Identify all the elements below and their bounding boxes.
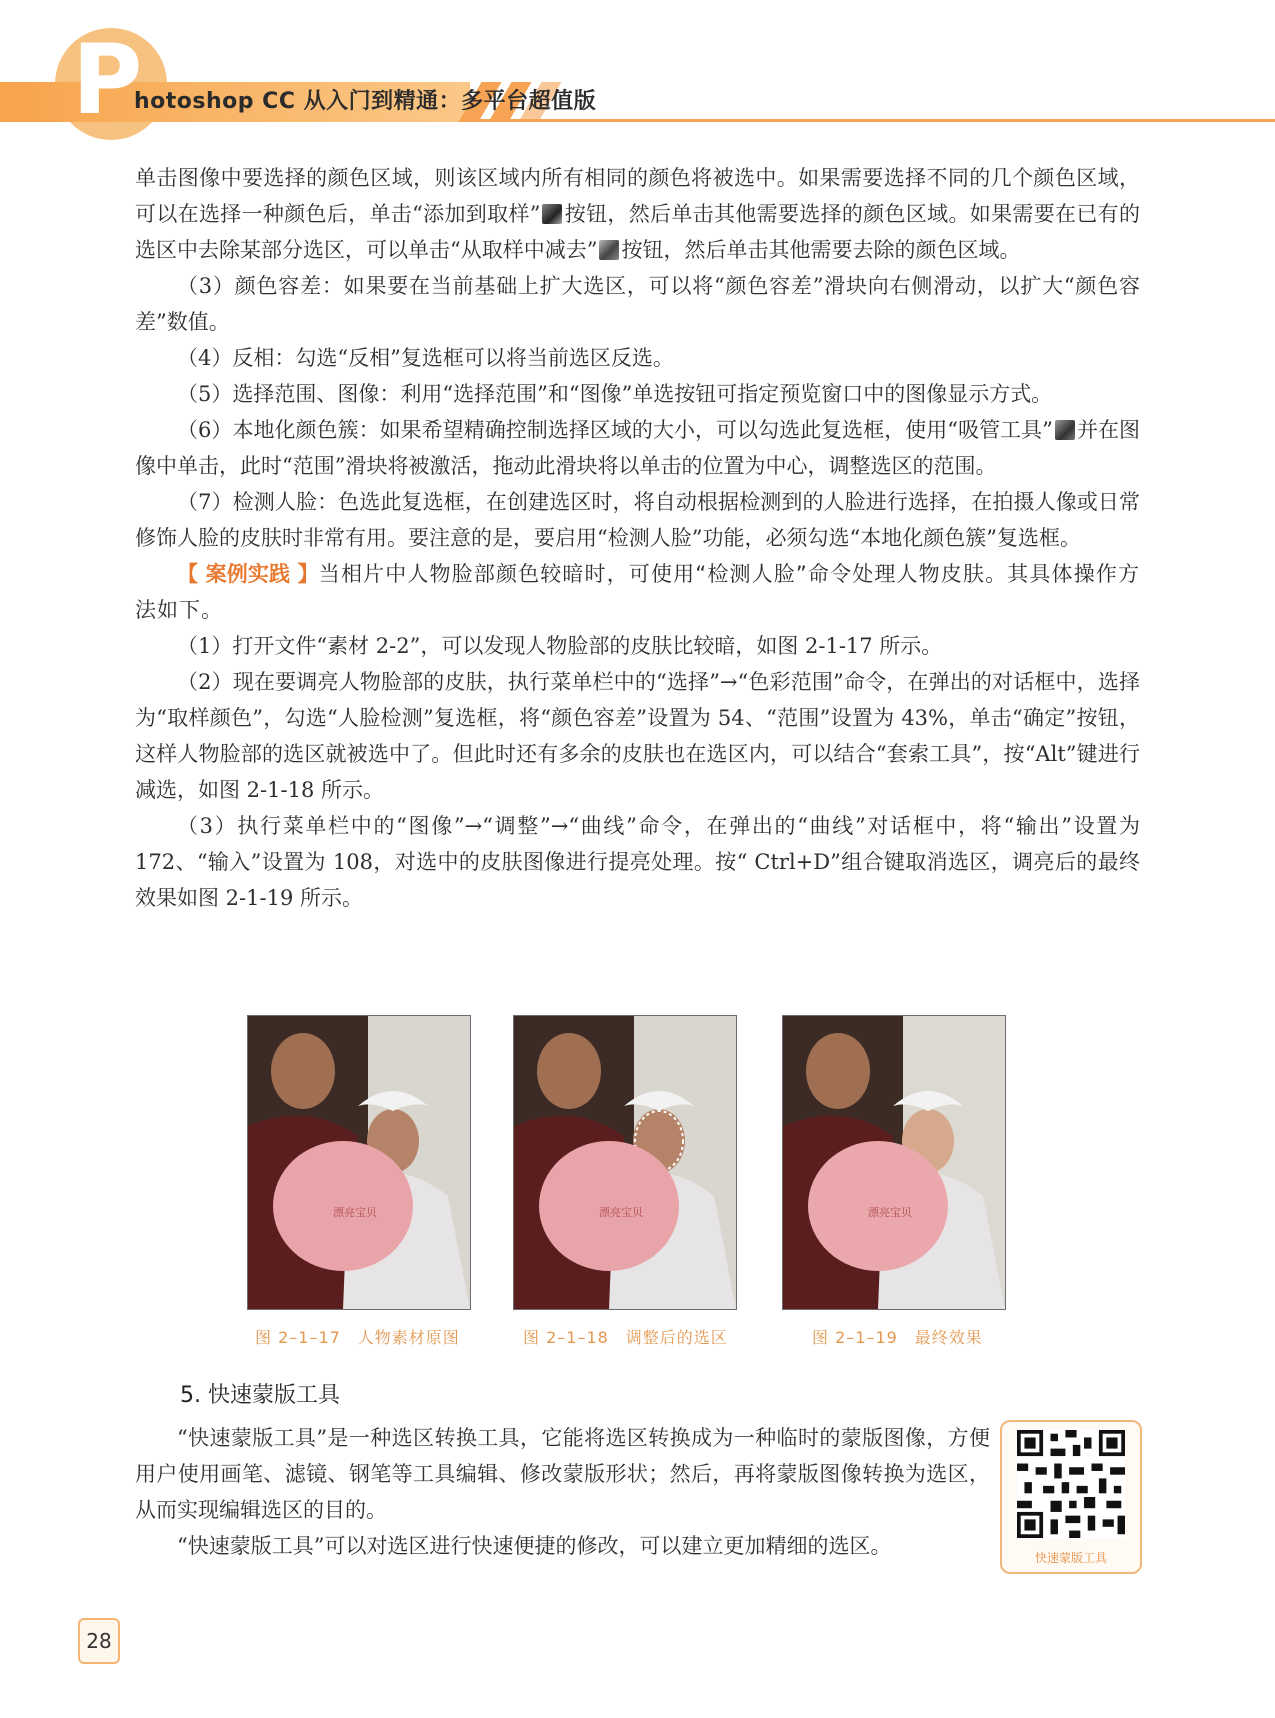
paragraph: （3）颜色容差：如果要在当前基础上扩大选区，可以将“颜色容差”滑块向右侧滑动，以扩大“颜色容差”数值。 <box>135 274 1140 334</box>
book-title: hotoshop CC 从入门到精通：多平台超值版 <box>134 89 597 114</box>
figure-original <box>247 1015 471 1310</box>
svg-text:漂亮宝贝: 漂亮宝贝 <box>868 1206 912 1219</box>
figure-caption: 图 2–1–17 人物素材原图 <box>255 1328 460 1347</box>
section-text <box>135 1420 990 1564</box>
paragraph: “快速蒙版工具”可以对选区进行快速便捷的修改，可以建立更加精细的选区。 <box>177 1534 892 1558</box>
figure-caption: 图 2–1–18 调整后的选区 <box>523 1328 728 1347</box>
paragraph: “快速蒙版工具”是一种选区转换工具，它能将选区转换成为一种临时的蒙版图像，方便用户使用画笔、滤镜、钢笔等工具编辑、修改蒙版形状；然后，再将蒙版图像转换为选区，从而实现编辑选区的目的。 <box>135 1426 990 1522</box>
case-paragraph: 【 案例实践 】当相片中人物脸部颜色较暗时，可使用“检测人脸”命令处理人物皮肤。其具体操作方法如下。 <box>135 562 1140 622</box>
subtract-from-sample-icon <box>599 240 619 260</box>
paragraph: 单击图像中要选择的颜色区域，则该区域内所有相同的颜色将被选中。如果需要选择不同的几个颜色区域，可以在选择一种颜色后，单击“添加到取样” 按钮，然后单击其他需要选择的颜色区域。如果需要在已有的选区中去除某部分选区，可以单击“从取样中减去” 按钮，然后单击其他需要去除的颜色区域。 <box>135 166 1140 262</box>
paragraph: （5）选择范围、图像：利用“选择范围”和“图像”单选按钮可指定预览窗口中的图像显示方式。 <box>177 382 1053 406</box>
section-title: 5. 快速蒙版工具 <box>180 1383 340 1408</box>
paragraph: （4）反相：勾选“反相”复选框可以将当前选区反选。 <box>177 346 674 370</box>
paragraph: （1）打开文件“素材 2-2”，可以发现人物脸部的皮肤比较暗，如图 2-1-17 所示。 <box>177 634 943 658</box>
header-initial: P <box>72 24 143 136</box>
add-to-sample-icon <box>542 204 562 224</box>
eyedropper-icon <box>1055 420 1075 440</box>
figure-selection <box>513 1015 737 1310</box>
svg-text:漂亮宝贝: 漂亮宝贝 <box>333 1206 377 1219</box>
qr-code-icon <box>1012 1430 1130 1538</box>
body-text <box>135 160 1140 916</box>
page-number: 28 <box>78 1618 120 1664</box>
figure-caption: 图 2–1–19 最终效果 <box>812 1328 983 1347</box>
paragraph: （2）现在要调亮人物脸部的皮肤，执行菜单栏中的“选择”→“色彩范围”命令，在弹出的对话框中，选择为“取样颜色”，勾选“人脸检测”复选框，将“颜色容差”设置为 54、“范围”设置为 43%，单击“确定”按钮，这样人物脸部的选区就被选中了。但此时还有多余的皮肤也在选区内，可以结合“套索工具”，按“Alt”键进行减选，如图 2-1-18 所示。 <box>135 670 1140 802</box>
case-tag: 【 案例实践 】 <box>177 562 319 586</box>
qr-caption: 快速蒙版工具 <box>1034 1551 1107 1565</box>
qr-code-box[interactable] <box>1000 1420 1142 1574</box>
paragraph: （3）执行菜单栏中的“图像”→“调整”→“曲线”命令，在弹出的“曲线”对话框中，将“输出”设置为 172、“输入”设置为 108，对选中的皮肤图像进行提亮处理。按“ Ctrl+D”组合键取消选区，调亮后的最终效果如图 2-1-19 所示。 <box>135 814 1140 910</box>
paragraph: （7）检测人脸：色选此复选框，在创建选区时，将自动根据检测到的人脸进行选择，在拍摄人像或日常修饰人脸的皮肤时非常有用。要注意的是，要启用“检测人脸”功能，必须勾选“本地化颜色簇”复选框。 <box>135 490 1140 550</box>
paragraph: （6）本地化颜色簇：如果希望精确控制选择区域的大小，可以勾选此复选框，使用“吸管工具” 并在图像中单击，此时“范围”滑块将被激活，拖动此滑块将以单击的位置为中心，调整选区的范围。 <box>135 418 1140 478</box>
figure-final <box>782 1015 1006 1310</box>
svg-text:漂亮宝贝: 漂亮宝贝 <box>599 1206 643 1219</box>
